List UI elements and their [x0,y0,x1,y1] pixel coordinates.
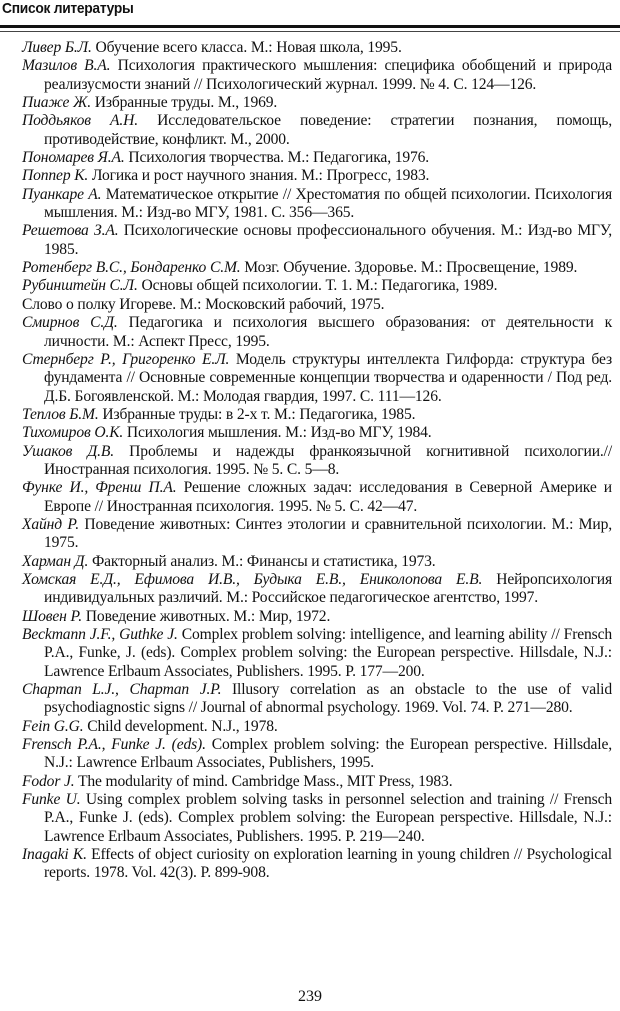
reference-text: Факторный анализ. М.: Финансы и статистика, 1973. [88,552,436,570]
reference-entry [22,296,612,314]
reference-author: Beckmann J.F., Guthke J. [22,626,178,643]
reference-entry [22,39,612,57]
reference-entry [22,222,612,259]
running-header: Список литературы [2,0,134,17]
reference-entry [22,351,612,406]
reference-author: Ушаков Д.В. [22,442,115,460]
reference-text: Модель структуры интеллекта Гилфорда: структура без фундамента // Основные современные концепции творчества и одаренности / Под ред. Д.Б. Богоявленской. М.: Молодая гвардия, 1997. С. 111—126. [44,350,612,405]
reference-author: Смирнов С.Д. [22,314,118,332]
reference-text: Поведение животных: Синтез этологии и сравнительной психологии. М.: Мир, 1975. [44,515,612,552]
reference-text: Решение сложных задач: исследования в Северной Америке и Европе // Иностранная психология. 1995. № 5. С. 42—47. [44,479,612,515]
reference-author: Пиаже Ж. [22,94,91,112]
reference-text: Избранные труды: в 2-х т. М.: Педагогика, 1985. [98,405,416,423]
reference-entry [22,553,612,571]
reference-text: Логика и рост научного знания. М.: Прогресс, 1983. [88,167,430,185]
reference-entry [22,479,612,516]
reference-author: Хомская Е.Д., Ефимова И.В., Будыка Е.В., Ениколопова Е.В. [22,570,483,588]
reference-text: Обучение всего класса. М.: Новая школа, 1995. [91,39,402,56]
reference-entry [22,277,612,295]
reference-entry [22,516,612,553]
reference-author: Шовен Р. [22,607,83,625]
reference-author: Пуанкаре А. [22,185,102,203]
reference-text: Психология творчества. М.: Педагогика, 1976. [124,149,430,167]
reference-entry [22,167,612,185]
reference-author: Fein G.G. [22,717,84,735]
reference-author: Функе И., Френш П.А. [22,479,177,497]
reference-text: Child development. N.J., 1978. [83,717,278,735]
reference-text: Effects of object curiosity on exploration learning in young children // Psychological reports. 1978. Vol. 42(3). P. 899-908. [44,846,612,882]
reference-author: Поппер К. [22,167,89,185]
reference-author: Мазилов В.А. [22,57,111,75]
reference-entry [22,149,612,167]
reference-text: Using complex problem solving tasks in personnel selection and training // Frensch P.A., Funke J. (eds). Complex problem solving: the European perspective. Hillsdale, N.J.: Lawrence Erlbaum Associates, Publishers. 1995. P. 219—240. [44,791,612,845]
reference-entry [22,57,612,94]
reference-author: Пономарев Я.А. [22,149,125,167]
reference-text: Педагогика и психология высшего образования: от деятельности к личности. М.: Аспект Пресс, 1995. [44,314,613,350]
reference-text: Complex problem solving: intelligence, and learning ability // Frensch P.A., Funke, J. (eds). Complex problem solving: the European perspective. Hillsdale, N.J.: Lawrence Erlbaum Associates, Publishers. 1995. P. 177—200. [44,626,612,680]
reference-entry [22,112,612,149]
reference-text: Психология мышления. М.: Изд-во МГУ, 1984. [123,424,432,442]
reference-author: Ротенберг В.С., Бондаренко С.М. [22,259,241,277]
reference-author: Решетова З.А. [22,222,119,240]
reference-entry [22,846,612,883]
reference-list [22,39,612,883]
reference-entry [22,443,612,480]
reference-text: Психологические основы профессионального обучения. М.: Изд-во МГУ, 1985. [44,222,612,258]
reference-author: Харман Д. [22,552,89,570]
reference-entry [22,94,612,112]
reference-text: Нейропсихология индивидуальных различий. М.: Российское педагогическое агентство, 1997. [44,570,612,607]
reference-author: Inagaki K. [22,846,87,864]
reference-entry [22,626,612,681]
header-rule-thin [0,31,620,32]
reference-entry [22,186,612,223]
reference-text: Слово о полку Игореве. М.: Московский рабочий, 1975. [22,295,385,313]
reference-author: Тихомиров О.К. [22,424,124,442]
reference-entry [22,718,612,736]
reference-text: Математическое открытие // Хрестоматия по общей психологии. Психология мышления. М.: Изд-во МГУ, 1981. С. 356—365. [44,185,612,222]
reference-text: Illusory correlation as an obstacle to the use of valid psychodiagnostic signs // Journal of abnormal psychology. 1969. Vol. 74. P. 271—280. [44,681,612,717]
reference-text: Психология практического мышления: специфика обобщений и природа реализусмости знаний // Психологический журнал. 1999. № 4. С. 124—126. [44,57,612,93]
reference-author: Теплов Б.М. [22,405,99,423]
reference-entry [22,406,612,424]
reference-author: Ливер Б.Л. [22,39,92,56]
reference-author: Рубинштейн С.Л. [22,277,138,295]
reference-author: Поддьяков А.Н. [22,112,139,130]
reference-entry [22,773,612,791]
reference-text: Мозг. Обучение. Здоровье. М.: Просвещение, 1989. [240,259,578,277]
reference-entry [22,681,612,718]
reference-author: Fodor J. [22,772,75,790]
header-rule-thick [0,25,620,28]
reference-text: Поведение животных. М.: Мир, 1972. [82,607,331,625]
reference-author: Frensch P.A., Funke J. (eds). [22,736,206,754]
reference-entry [22,424,612,442]
reference-text: Complex problem solving: the European perspective. Hillsdale, N.J.: Lawrence Erlbaum Associates, Publishers, 1995. [44,736,613,772]
reference-entry [22,571,612,608]
reference-text: The modularity of mind. Cambridge Mass., MIT Press, 1983. [74,772,453,790]
reference-entry [22,259,612,277]
reference-author: Chapman L.J., Chapman J.P. [22,681,222,699]
reference-author: Хайнд Р. [22,515,79,533]
reference-text: Исследовательское поведение: стратегии познания, помощь, противодействие, конфликт. М., 2000. [44,112,612,148]
reference-entry [22,314,612,351]
reference-entry [22,608,612,626]
reference-author: Стернберг Р., Григоренко Е.Л. [22,350,230,368]
reference-text: Основы общей психологии. Т. 1. М.: Педагогика, 1989. [137,277,498,295]
page-number: 239 [298,988,322,1005]
reference-entry [22,736,612,773]
reference-author: Funke U. [22,791,81,809]
reference-entry [22,791,612,846]
reference-text: Проблемы и надежды франкоязычной когнитивной психологии.// Иностранная психология. 1995. № 5. С. 5—8. [44,442,612,478]
reference-text: Избранные труды. М., 1969. [90,94,278,112]
